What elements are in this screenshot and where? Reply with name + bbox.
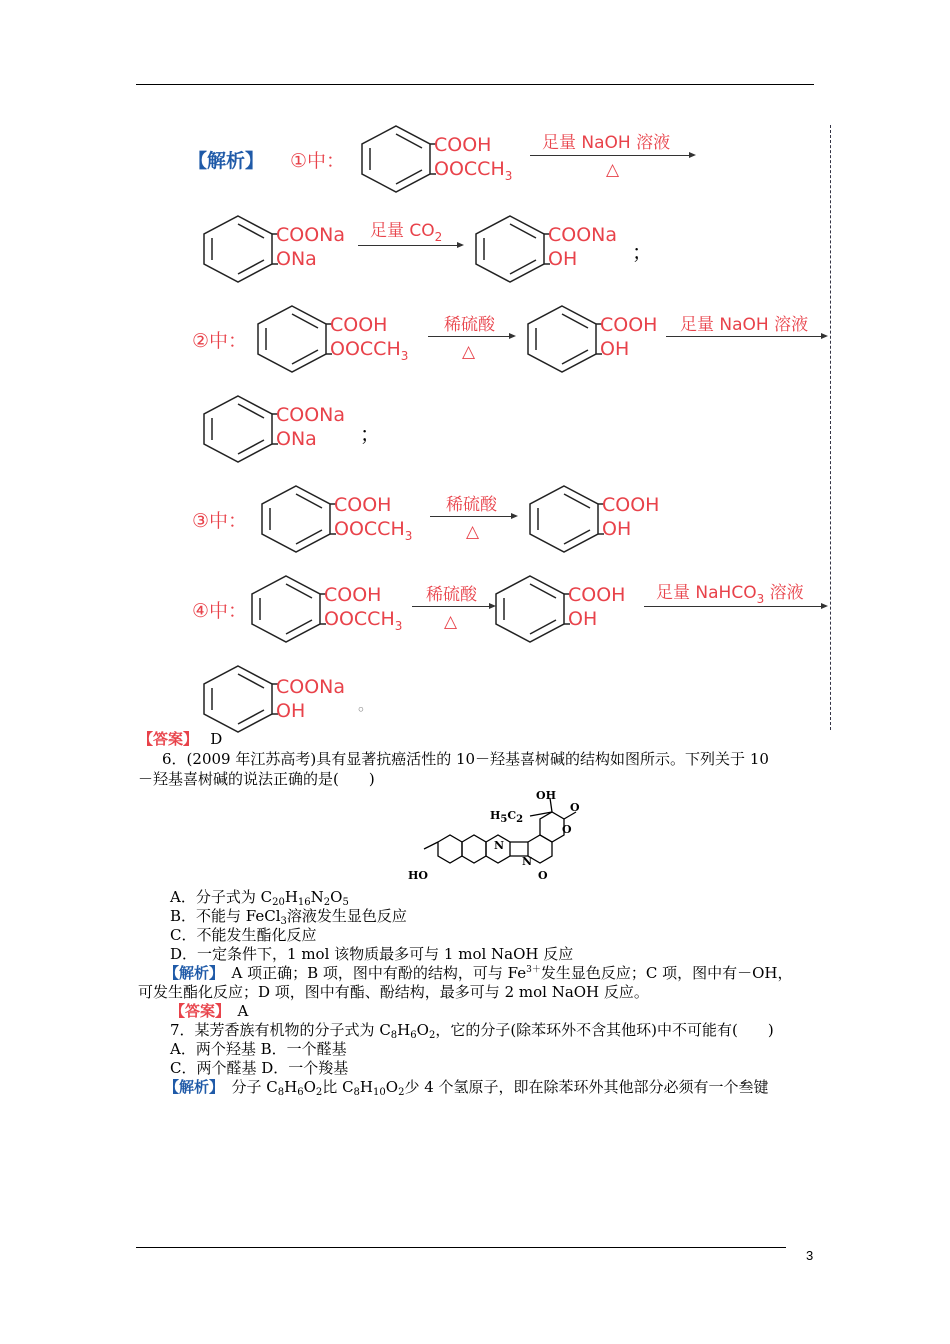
oh-label: OH xyxy=(536,789,556,802)
q6-stem-line1: 6．(2009 年江苏高考)具有显著抗癌活性的 10－羟基喜树碱的结构如图所示。下列关于 10 xyxy=(162,750,769,768)
reaction-arrow xyxy=(358,245,462,246)
substituent-top: COONa xyxy=(276,224,346,246)
reaction-arrow xyxy=(412,606,494,607)
substituent-top: COOH xyxy=(324,584,382,606)
q6-option-d: D．一定条件下，1 mol 该物质最多可与 1 mol NaOH 反应 xyxy=(170,945,574,963)
q7-options-cd: C．两个醛基 D．一个羧基 xyxy=(170,1059,349,1077)
amide-o-label: O xyxy=(538,869,548,882)
benzene-ring xyxy=(198,392,278,466)
condition-label: △ xyxy=(466,522,480,542)
substituent-bottom: ONa xyxy=(276,248,317,270)
substituent-bottom: OH xyxy=(602,518,632,540)
q6-stem-line2: －羟基喜树碱的说法正确的是( ) xyxy=(138,770,375,788)
substituent-bottom: OH xyxy=(276,700,306,722)
analysis-bracket: 【解析】 xyxy=(188,150,265,172)
condition-label: △ xyxy=(444,612,458,632)
page-number: 3 xyxy=(806,1248,814,1263)
period-mark: 。 xyxy=(358,695,375,714)
step-1-label: ①中： xyxy=(290,150,346,172)
reaction-arrow xyxy=(666,336,826,337)
reagent-label: 足量 NaHCO$_3$ 溶液 xyxy=(656,583,804,606)
ho-label: HO xyxy=(408,869,428,882)
substituent-top: COOH xyxy=(330,314,388,336)
substituent-top: COONa xyxy=(276,404,346,426)
q6-analysis-line2: 可发生酯化反应；D 项，图中有酯、酚结构，最多可与 2 mol NaOH 反应。 xyxy=(138,983,649,1001)
substituent-top: COONa xyxy=(276,676,346,698)
benzene-ring xyxy=(246,572,326,646)
substituent-bottom: OH xyxy=(600,338,630,360)
benzene-ring xyxy=(198,212,278,286)
q6-option-a: A．分子式为 $C_{20}H_{16}N_2O_5$ xyxy=(170,888,349,908)
q6-option-c: C．不能发生酯化反应 xyxy=(170,926,317,944)
ethyl-label: H5C2 xyxy=(490,809,524,825)
reagent-label: 足量 $CO_2$ xyxy=(370,221,443,244)
q6-analysis-line1: 【解析】 A 项正确；B 项，图中有酚的结构，可与 $Fe^{3+}$发生显色反应；C 项，图中有－OH， xyxy=(164,964,793,982)
reagent-label: 稀硫酸 xyxy=(446,495,497,515)
substituent-top: COONa xyxy=(548,224,618,246)
benzene-ring xyxy=(490,572,570,646)
reagent-label: 足量 NaOH 溶液 xyxy=(680,315,809,335)
q7-stem: 7．某芳香族有机物的分子式为 $C_8H_6O_2$，它的分子(除苯环外不含其他环)中不可能有( ) xyxy=(170,1021,774,1041)
substituent-top: COOH xyxy=(602,494,660,516)
q5-answer-line: 【答案】 D xyxy=(138,730,223,748)
reagent-label: 稀硫酸 xyxy=(444,315,495,335)
substituent-bottom: $OOCCH_3$ xyxy=(334,518,413,543)
substituent-bottom: OH xyxy=(568,608,598,630)
benzene-ring xyxy=(470,212,550,286)
step-4-label: ④中： xyxy=(192,600,248,622)
reaction-arrow xyxy=(428,336,514,337)
q7-options-ab: A．两个羟基 B．一个醛基 xyxy=(170,1040,347,1058)
benzene-ring xyxy=(256,482,336,556)
substituent-top: COOH xyxy=(600,314,658,336)
semicolon: ； xyxy=(632,240,652,264)
step-3-label: ③中： xyxy=(192,510,248,532)
q6-option-b: B．不能与 FeCl$_3$溶液发生显色反应 xyxy=(170,907,407,927)
n1-label: N xyxy=(494,839,505,852)
substituent-bottom: $OOCCH_3$ xyxy=(330,338,409,363)
benzene-ring xyxy=(198,662,278,736)
benzene-ring xyxy=(252,302,332,376)
substituent-bottom: $OOCCH_3$ xyxy=(434,158,513,183)
benzene-ring xyxy=(356,122,436,196)
reagent-label: 稀硫酸 xyxy=(426,585,477,605)
reagent-label: 足量 NaOH 溶液 xyxy=(542,133,671,153)
substituent-bottom: ONa xyxy=(276,428,317,450)
substituent-bottom: $OOCCH_3$ xyxy=(324,608,403,633)
step-2-label: ②中： xyxy=(192,330,248,352)
q7-analysis: 【解析】 分子 $C_8H_6O_2$比 $C_8H_{10}O_2$少 4 个氢原子，即在除苯环外其他部分必须有一个叁键 xyxy=(164,1078,769,1098)
n2-label: N xyxy=(522,855,533,868)
substituent-bottom: OH xyxy=(548,248,578,270)
q6-answer-line: 【答案】 A xyxy=(170,1002,249,1020)
condition-label: △ xyxy=(606,160,620,180)
benzene-ring xyxy=(522,302,602,376)
reaction-arrow xyxy=(530,155,694,156)
semicolon: ； xyxy=(360,422,380,446)
footer-rule xyxy=(136,1247,786,1248)
reaction-arrow xyxy=(430,516,516,517)
condition-label: △ xyxy=(462,342,476,362)
benzene-ring xyxy=(524,482,604,556)
dashed-margin-line xyxy=(830,125,831,730)
lactone-o-label: O xyxy=(562,823,572,836)
reaction-arrow xyxy=(644,606,826,607)
substituent-top: COOH xyxy=(334,494,392,516)
carbonyl-o-label: O xyxy=(570,801,580,814)
substituent-top: COOH xyxy=(568,584,626,606)
substituent-top: COOH xyxy=(434,134,492,156)
header-rule xyxy=(136,84,814,85)
